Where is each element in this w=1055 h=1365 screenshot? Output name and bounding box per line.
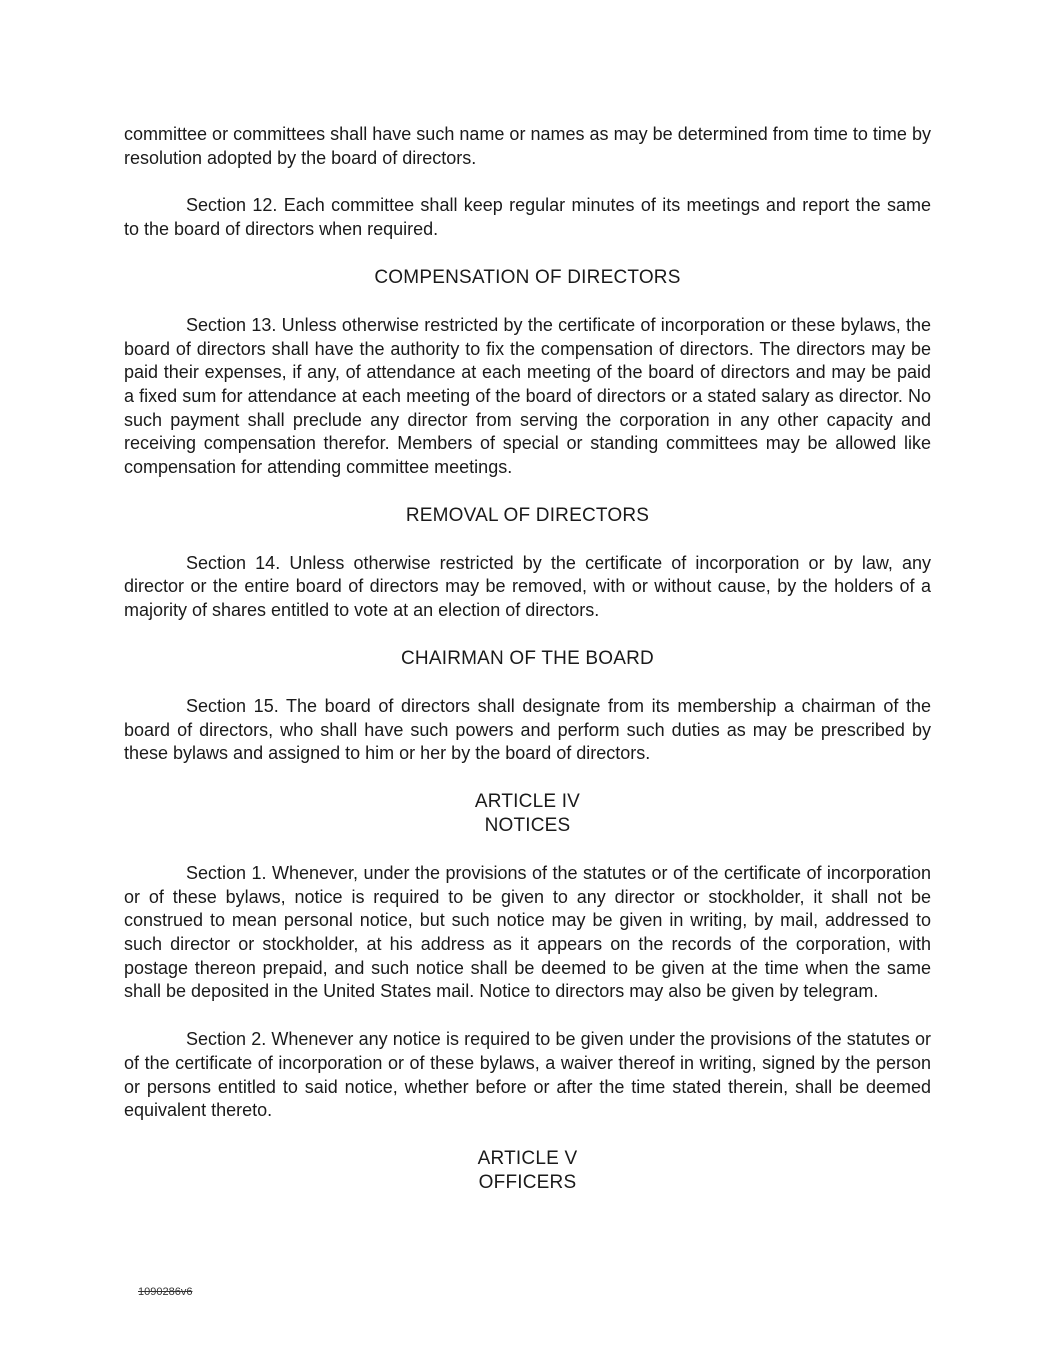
- heading-article-number: ARTICLE IV: [474, 790, 581, 812]
- paragraph-section-15: Section 15. The board of directors shall designate from its membership a chairman of the board of directors, who shall have such powers and perform such duties as may be prescribed by these bylaws and assigned to him or her by the board of directors.: [124, 695, 931, 764]
- paragraph-section-12: Section 12. Each committee shall keep regular minutes of its meetings and report the same to the board of directors when required.: [124, 195, 931, 240]
- paragraph-notices-section-2: Section 2. Whenever any notice is required to be given under the provisions of the statutes or of the certificate of incorporation or of these bylaws, a waiver thereof in writing, signed by the person or persons entitled to said notice, whether before or after the time stated therein, shall be deemed equivalent thereto.: [124, 1029, 931, 1121]
- paragraph-notices-section-1: Section 1. Whenever, under the provisions of the statutes or of the certificate of incorporation or of these bylaws, notice is required to be given to any director or stockholder, it shall not be construed to mean personal notice, but such notice may be given in writing, by mail, addressed to such director or stockholder, at his address as it appears on the records of the corporation, with postage thereon prepaid, and such notice shall be deemed to be given at the time when the same shall be deposited in the United States mail. Notice to directors may also be given by telegram.: [124, 862, 931, 1002]
- heading-removal-of-directors: [124, 504, 931, 528]
- heading-text: COMPENSATION OF DIRECTORS: [374, 266, 681, 288]
- document-body: [124, 123, 931, 1219]
- heading-chairman-of-the-board: [124, 647, 931, 671]
- paragraph-section-14: Section 14. Unless otherwise restricted by the certificate of incorporation or by law, any director or the entire board of directors may be removed, with or without cause, by the holders of a majority of shares entitled to vote at an election of directors.: [124, 552, 931, 621]
- document-id-footer: 1090286v6: [138, 1286, 193, 1298]
- heading-article-v-officers: [124, 1147, 931, 1195]
- heading-article-title: OFFICERS: [478, 1171, 577, 1193]
- heading-article-number: ARTICLE V: [477, 1147, 578, 1169]
- heading-compensation-of-directors: [124, 266, 931, 290]
- heading-text: REMOVAL OF DIRECTORS: [405, 504, 650, 526]
- heading-article-title: NOTICES: [484, 814, 571, 836]
- paragraph-section-13: Section 13. Unless otherwise restricted by the certificate of incorporation or these bylaws, the board of directors shall have the authority to fix the compensation of directors. The directors may be paid their expenses, if any, of attendance at each meeting of the board of directors and may be paid a fixed sum for attendance at each meeting of the board of directors or a stated salary as director. No such payment shall preclude any director from serving the corporation in any other capacity and receiving compensation therefor. Members of special or standing committees may be allowed like compensation for attending committee meetings.: [124, 314, 931, 478]
- paragraph-committee-names: committee or committees shall have such name or names as may be determined from time to time by resolution adopted by the board of directors.: [124, 124, 931, 168]
- heading-text: CHAIRMAN OF THE BOARD: [401, 647, 654, 669]
- heading-article-iv-notices: [124, 790, 931, 838]
